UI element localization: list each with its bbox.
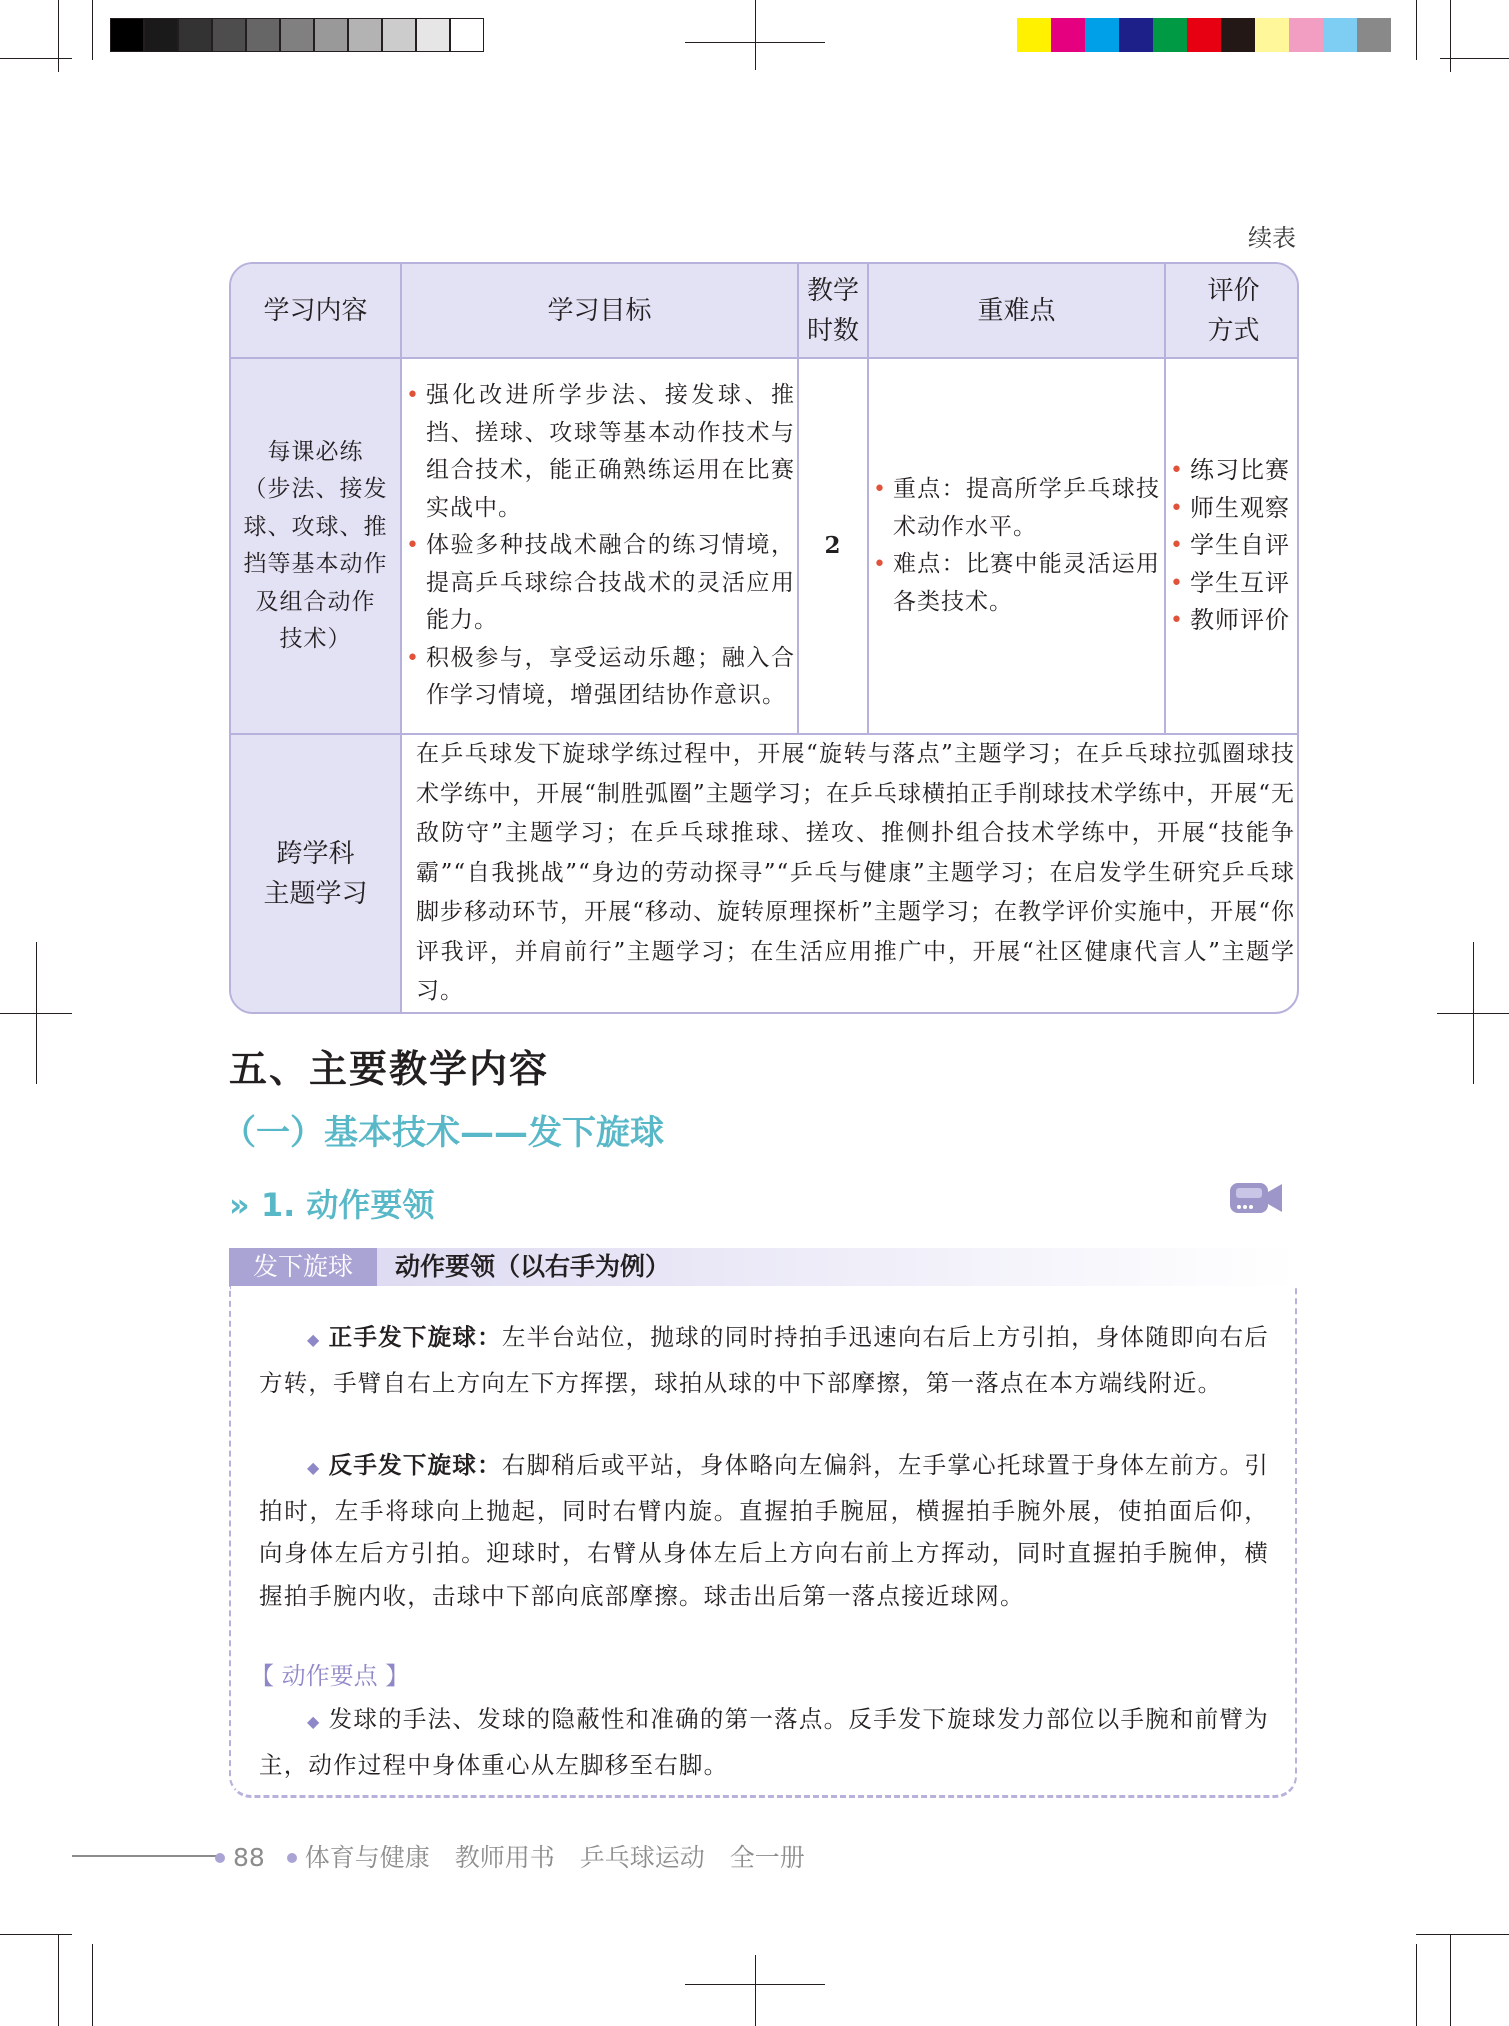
cell-content [231, 358, 401, 734]
key-point-item: • 重点：提高所学乒乓球技术动作水平。 [871, 471, 1160, 546]
header-hours: 教学 时数 [798, 264, 868, 358]
table-header-row [231, 264, 1299, 358]
cell-hours [798, 358, 868, 734]
diamond-bullet-icon: ◆ [307, 1712, 321, 1731]
table-row [231, 734, 1299, 1012]
color-bar [1017, 18, 1391, 52]
evaluation-item: • 练习比赛 [1168, 452, 1299, 490]
evaluation-item: • 师生观察 [1168, 490, 1299, 528]
cell-evaluation [1165, 358, 1299, 734]
video-camera-icon[interactable] [1228, 1180, 1284, 1220]
interdisciplinary-text: 在乒乓球发下旋球学练过程中，开展“旋转与落点”主题学习；在乒乓球拉弧圈球技术学练中，开展“制胜弧圈”主题学习；在乒乓球横拍正手削球技术学练中，开展“无敌防守”主题学习；在乒乓球推球、搓攻、推侧扑组合技术学练中，开展“技能争霸”“自我挑战”“身边的劳动探寻”“乒乓与健康”主题学习；在启发学生研究乒乓球脚步移动环节，开展“移动、旋转原理探析”主题学习；在教学评价实施中，开展“你评我评，并肩前行”主题学习；在生活应用推广中，开展“社区健康代言人”主题学习。 [416, 741, 1295, 1005]
goals-list [404, 377, 795, 715]
header-evaluation: 评价 方式 [1165, 264, 1299, 358]
footer [215, 1838, 805, 1874]
header-key-points: 重难点 [868, 264, 1165, 358]
paragraph-key-points [259, 1698, 1269, 1786]
footer-dot-icon [287, 1853, 297, 1863]
goal-item: • 积极参与，享受运动乐趣；融入合作学习情境，增强团结协作意识。 [404, 640, 795, 715]
backhand-label: 反手发下旋球： [328, 1451, 502, 1479]
box-title: 动作要领（以右手为例） [395, 1252, 671, 1281]
goal-item: • 体验多种技战术融合的练习情境，提高乒乓球综合技战术的灵活应用能力。 [404, 527, 795, 640]
book-title: 体育与健康 教师用书 乒乓球运动 全一册 [304, 1843, 805, 1872]
key-points-text: 发球的手法、发球的隐蔽性和准确的第一落点。反手发下旋球发力部位以手腕和前臂为主，动作过程中身体重心从左脚移至右脚。 [259, 1705, 1269, 1779]
key-points-label: 【 动作要点 】 [250, 1662, 410, 1690]
header-goals: 学习目标 [401, 264, 798, 358]
box-header [229, 1248, 1297, 1286]
box-tag: 发下旋球 [229, 1248, 377, 1286]
content-text: 每课必练 （步法、接发 球、攻球、推 挡等基本动作 及组合动作 技术） [243, 438, 388, 652]
cell-key-points [868, 358, 1165, 734]
diamond-bullet-icon: ◆ [307, 1330, 321, 1349]
course-table [229, 262, 1299, 1014]
footer-line [72, 1855, 222, 1857]
backhand-text: 右脚稍后或平站，身体略向左偏斜，左手掌心托球置于身体左前方。引拍时，左手将球向上抛起，同时右臂内旋。直握拍手腕屈，横握拍手腕外展，使拍面后仰，向身体左后方引拍。迎球时，右臂从身体左后上方向右前上方挥动，同时直握拍手腕伸，横握拍手腕内收，击球中下部向底部摩擦。球击出后第一落点接近球网。 [259, 1451, 1270, 1610]
header-content: 学习内容 [231, 264, 401, 358]
paragraph-forehand [259, 1316, 1269, 1404]
sub-sub-heading: » 1. 动作要领 [229, 1186, 435, 1224]
evaluation-item: • 学生自评 [1168, 527, 1299, 565]
hours-value: 2 [824, 532, 842, 560]
key-point-item: • 难点：比赛中能灵活运用各类技术。 [871, 546, 1160, 621]
continued-label: 续表 [1248, 224, 1296, 252]
key-points-list [871, 471, 1160, 621]
cell-interdisciplinary [231, 734, 401, 1012]
gray-scale-bar [110, 18, 484, 52]
diamond-bullet-icon: ◆ [307, 1458, 321, 1477]
evaluation-item: • 学生互评 [1168, 565, 1299, 603]
paragraph-backhand [259, 1444, 1269, 1617]
forehand-text: 左半台站位，抛球的同时持拍手迅速向右后上方引拍，身体随即向右后方转，手臂自右上方向左下方挥摆，球拍从球的中下部摩擦，第一落点在本方端线附近。 [259, 1323, 1270, 1397]
cell-interdisciplinary-text [401, 734, 1299, 1012]
evaluation-list [1168, 452, 1299, 640]
goal-item: • 强化改进所学步法、接发球、推挡、搓球、攻球等基本动作技术与组合技术，能正确熟练运用在比赛实战中。 [404, 377, 795, 527]
evaluation-item: • 教师评价 [1168, 602, 1299, 640]
forehand-label: 正手发下旋球： [328, 1323, 502, 1351]
page-number: 88 [233, 1843, 265, 1872]
footer-dot-icon [215, 1853, 225, 1863]
cell-goals [401, 358, 798, 734]
sub-heading: （一）基本技术——发下旋球 [222, 1113, 664, 1153]
interdisciplinary-label: 跨学科 主题学习 [263, 838, 368, 909]
section-heading: 五、主要教学内容 [229, 1046, 550, 1091]
table-row [231, 358, 1299, 734]
